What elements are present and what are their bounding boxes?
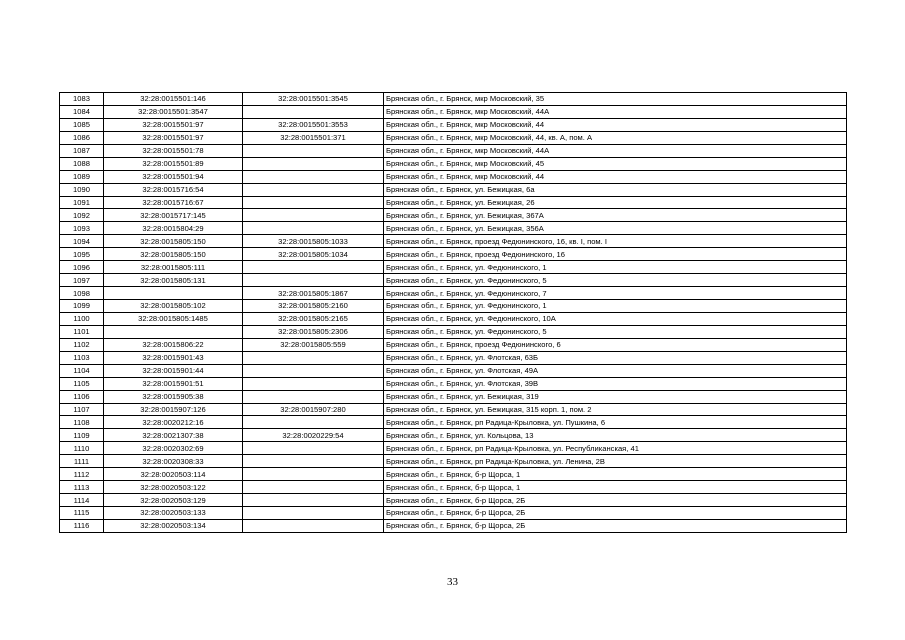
address-cell: Брянская обл., г. Брянск, проезд Федюнинского, 16, кв. I, пом. I — [384, 235, 847, 248]
address-cell: Брянская обл., г. Брянск, б-р Щорса, 2Б — [384, 507, 847, 520]
address-cell: Брянская обл., г. Брянск, ул. Федюнинского, 10А — [384, 312, 847, 325]
row-number-cell: 1108 — [60, 416, 104, 429]
object-cadastral-number-cell — [243, 183, 384, 196]
table-row — [60, 287, 847, 300]
row-number-cell: 1103 — [60, 351, 104, 364]
table-row — [60, 468, 847, 481]
table-row — [60, 131, 847, 144]
table-row — [60, 183, 847, 196]
table-row — [60, 325, 847, 338]
row-number-cell: 1096 — [60, 261, 104, 274]
row-number-cell: 1104 — [60, 364, 104, 377]
address-cell: Брянская обл., г. Брянск, мкр Московский, 44, кв. А, пом. А — [384, 131, 847, 144]
address-cell: Брянская обл., г. Брянск, ул. Бежицкая, 319 — [384, 390, 847, 403]
row-number-cell: 1111 — [60, 455, 104, 468]
object-cadastral-number-cell: 32:28:0015907:280 — [243, 403, 384, 416]
row-number-cell: 1093 — [60, 222, 104, 235]
table-row — [60, 274, 847, 287]
table-row — [60, 170, 847, 183]
cadastral-number-cell: 32:28:0015901:44 — [104, 364, 243, 377]
cadastral-number-cell: 32:28:0015805:111 — [104, 261, 243, 274]
cadastral-number-cell: 32:28:0015501:94 — [104, 170, 243, 183]
object-cadastral-number-cell — [243, 222, 384, 235]
row-number-cell: 1092 — [60, 209, 104, 222]
page-number: 33 — [447, 576, 458, 588]
table-row — [60, 351, 847, 364]
address-cell: Брянская обл., г. Брянск, ул. Флотская, 39В — [384, 377, 847, 390]
object-cadastral-number-cell — [243, 519, 384, 532]
object-cadastral-number-cell: 32:28:0020229:54 — [243, 429, 384, 442]
cadastral-number-cell: 32:28:0015805:1485 — [104, 312, 243, 325]
object-cadastral-number-cell — [243, 209, 384, 222]
address-cell: Брянская обл., г. Брянск, ул. Бежицкая, 356А — [384, 222, 847, 235]
cadastral-number-cell: 32:28:0015806:22 — [104, 338, 243, 351]
cadastral-number-cell: 32:28:0015901:43 — [104, 351, 243, 364]
row-number-cell: 1113 — [60, 481, 104, 494]
object-cadastral-number-cell — [243, 468, 384, 481]
table-row — [60, 235, 847, 248]
address-cell: Брянская обл., г. Брянск, рп Радица-Крыловка, ул. Ленина, 2В — [384, 455, 847, 468]
address-cell: Брянская обл., г. Брянск, ул. Бежицкая, 367А — [384, 209, 847, 222]
address-cell: Брянская обл., г. Брянск, проезд Федюнинского, 6 — [384, 338, 847, 351]
object-cadastral-number-cell — [243, 170, 384, 183]
address-table — [59, 92, 847, 533]
row-number-cell: 1109 — [60, 429, 104, 442]
cadastral-number-cell: 32:28:0015717:145 — [104, 209, 243, 222]
row-number-cell: 1094 — [60, 235, 104, 248]
row-number-cell: 1089 — [60, 170, 104, 183]
cadastral-number-cell: 32:28:0020503:133 — [104, 507, 243, 520]
cadastral-number-cell: 32:28:0015716:67 — [104, 196, 243, 209]
table-row — [60, 377, 847, 390]
cadastral-number-cell: 32:28:0020503:114 — [104, 468, 243, 481]
cadastral-number-cell: 32:28:0015501:97 — [104, 131, 243, 144]
table-row — [60, 416, 847, 429]
cadastral-number-cell: 32:28:0015501:146 — [104, 93, 243, 106]
table-row — [60, 248, 847, 261]
object-cadastral-number-cell — [243, 442, 384, 455]
object-cadastral-number-cell: 32:28:0015501:371 — [243, 131, 384, 144]
object-cadastral-number-cell: 32:28:0015805:559 — [243, 338, 384, 351]
table-row — [60, 209, 847, 222]
object-cadastral-number-cell — [243, 105, 384, 118]
object-cadastral-number-cell — [243, 144, 384, 157]
cadastral-number-cell: 32:28:0015805:131 — [104, 274, 243, 287]
row-number-cell: 1099 — [60, 300, 104, 313]
row-number-cell: 1085 — [60, 118, 104, 131]
row-number-cell: 1101 — [60, 325, 104, 338]
row-number-cell: 1097 — [60, 274, 104, 287]
object-cadastral-number-cell: 32:28:0015805:1033 — [243, 235, 384, 248]
table-row — [60, 93, 847, 106]
table-row — [60, 403, 847, 416]
row-number-cell: 1088 — [60, 157, 104, 170]
cadastral-number-cell: 32:28:0015501:97 — [104, 118, 243, 131]
address-cell: Брянская обл., г. Брянск, рп Радица-Крыловка, ул. Пушкина, 6 — [384, 416, 847, 429]
table-row — [60, 157, 847, 170]
cadastral-number-cell: 32:28:0015905:38 — [104, 390, 243, 403]
table-row — [60, 261, 847, 274]
address-cell: Брянская обл., г. Брянск, ул. Федюнинского, 5 — [384, 325, 847, 338]
address-cell: Брянская обл., г. Брянск, ул. Флотская, 63Б — [384, 351, 847, 364]
row-number-cell: 1100 — [60, 312, 104, 325]
table-row — [60, 390, 847, 403]
address-cell: Брянская обл., г. Брянск, ул. Федюнинского, 5 — [384, 274, 847, 287]
object-cadastral-number-cell — [243, 261, 384, 274]
row-number-cell: 1112 — [60, 468, 104, 481]
address-cell: Брянская обл., г. Брянск, мкр Московский, 35 — [384, 93, 847, 106]
table-row — [60, 300, 847, 313]
cadastral-number-cell — [104, 287, 243, 300]
object-cadastral-number-cell — [243, 481, 384, 494]
row-number-cell: 1084 — [60, 105, 104, 118]
table-row — [60, 455, 847, 468]
cadastral-number-cell: 32:28:0020302:69 — [104, 442, 243, 455]
cadastral-number-cell: 32:28:0015805:102 — [104, 300, 243, 313]
address-cell: Брянская обл., г. Брянск, мкр Московский, 45 — [384, 157, 847, 170]
address-cell: Брянская обл., г. Брянск, б-р Щорса, 1 — [384, 481, 847, 494]
cadastral-number-cell: 32:28:0015501:89 — [104, 157, 243, 170]
row-number-cell: 1105 — [60, 377, 104, 390]
object-cadastral-number-cell — [243, 196, 384, 209]
cadastral-number-cell: 32:28:0020503:122 — [104, 481, 243, 494]
address-cell: Брянская обл., г. Брянск, ул. Федюнинского, 7 — [384, 287, 847, 300]
object-cadastral-number-cell: 32:28:0015805:1034 — [243, 248, 384, 261]
object-cadastral-number-cell: 32:28:0015501:3545 — [243, 93, 384, 106]
address-cell: Брянская обл., г. Брянск, б-р Щорса, 2Б — [384, 494, 847, 507]
cadastral-number-cell: 32:28:0020503:134 — [104, 519, 243, 532]
cadastral-number-cell: 32:28:0015805:150 — [104, 248, 243, 261]
object-cadastral-number-cell — [243, 455, 384, 468]
table-row — [60, 481, 847, 494]
table-row — [60, 338, 847, 351]
row-number-cell: 1110 — [60, 442, 104, 455]
table-row — [60, 118, 847, 131]
object-cadastral-number-cell — [243, 351, 384, 364]
address-cell: Брянская обл., г. Брянск, б-р Щорса, 1 — [384, 468, 847, 481]
table-row — [60, 144, 847, 157]
cadastral-number-cell — [104, 325, 243, 338]
table-row — [60, 519, 847, 532]
cadastral-number-cell: 32:28:0020212:16 — [104, 416, 243, 429]
address-cell: Брянская обл., г. Брянск, б-р Щорса, 2Б — [384, 519, 847, 532]
table-row — [60, 364, 847, 377]
row-number-cell: 1083 — [60, 93, 104, 106]
row-number-cell: 1086 — [60, 131, 104, 144]
address-cell: Брянская обл., г. Брянск, ул. Бежицкая, 26 — [384, 196, 847, 209]
row-number-cell: 1114 — [60, 494, 104, 507]
address-cell: Брянская обл., г. Брянск, мкр Московский, 44 — [384, 170, 847, 183]
object-cadastral-number-cell: 32:28:0015805:2160 — [243, 300, 384, 313]
address-cell: Брянская обл., г. Брянск, ул. Флотская, 49А — [384, 364, 847, 377]
object-cadastral-number-cell — [243, 274, 384, 287]
address-cell: Брянская обл., г. Брянск, ул. Кольцова, 13 — [384, 429, 847, 442]
address-cell: Брянская обл., г. Брянск, ул. Федюнинского, 1 — [384, 300, 847, 313]
address-cell: Брянская обл., г. Брянск, мкр Московский, 44А — [384, 105, 847, 118]
table-row — [60, 429, 847, 442]
object-cadastral-number-cell: 32:28:0015805:2165 — [243, 312, 384, 325]
table-row — [60, 222, 847, 235]
cadastral-number-cell: 32:28:0020503:129 — [104, 494, 243, 507]
cadastral-number-cell: 32:28:0015907:126 — [104, 403, 243, 416]
address-cell: Брянская обл., г. Брянск, ул. Федюнинского, 1 — [384, 261, 847, 274]
table-row — [60, 196, 847, 209]
table-row — [60, 312, 847, 325]
object-cadastral-number-cell: 32:28:0015805:1867 — [243, 287, 384, 300]
cadastral-number-cell: 32:28:0015716:54 — [104, 183, 243, 196]
row-number-cell: 1098 — [60, 287, 104, 300]
object-cadastral-number-cell — [243, 416, 384, 429]
table-row — [60, 507, 847, 520]
object-cadastral-number-cell — [243, 494, 384, 507]
table-row — [60, 442, 847, 455]
cadastral-number-cell: 32:28:0015804:29 — [104, 222, 243, 235]
cadastral-number-cell: 32:28:0015501:78 — [104, 144, 243, 157]
object-cadastral-number-cell — [243, 377, 384, 390]
cadastral-number-cell: 32:28:0015901:51 — [104, 377, 243, 390]
cadastral-number-cell: 32:28:0020308:33 — [104, 455, 243, 468]
object-cadastral-number-cell — [243, 507, 384, 520]
object-cadastral-number-cell — [243, 364, 384, 377]
object-cadastral-number-cell — [243, 390, 384, 403]
row-number-cell: 1116 — [60, 519, 104, 532]
object-cadastral-number-cell — [243, 157, 384, 170]
object-cadastral-number-cell: 32:28:0015501:3553 — [243, 118, 384, 131]
address-cell: Брянская обл., г. Брянск, ул. Бежицкая, 315 корп. 1, пом. 2 — [384, 403, 847, 416]
cadastral-number-cell: 32:28:0015805:150 — [104, 235, 243, 248]
cadastral-number-cell: 32:28:0021307:38 — [104, 429, 243, 442]
address-cell: Брянская обл., г. Брянск, проезд Федюнинского, 16 — [384, 248, 847, 261]
row-number-cell: 1107 — [60, 403, 104, 416]
row-number-cell: 1102 — [60, 338, 104, 351]
table-row — [60, 105, 847, 118]
table-row — [60, 494, 847, 507]
address-cell: Брянская обл., г. Брянск, рп Радица-Крыловка, ул. Республиканская, 41 — [384, 442, 847, 455]
row-number-cell: 1095 — [60, 248, 104, 261]
object-cadastral-number-cell: 32:28:0015805:2306 — [243, 325, 384, 338]
address-cell: Брянская обл., г. Брянск, мкр Московский, 44А — [384, 144, 847, 157]
address-cell: Брянская обл., г. Брянск, мкр Московский, 44 — [384, 118, 847, 131]
cadastral-number-cell: 32:28:0015501:3547 — [104, 105, 243, 118]
row-number-cell: 1115 — [60, 507, 104, 520]
address-cell: Брянская обл., г. Брянск, ул. Бежицкая, 6а — [384, 183, 847, 196]
row-number-cell: 1091 — [60, 196, 104, 209]
row-number-cell: 1090 — [60, 183, 104, 196]
table-body — [60, 93, 847, 533]
row-number-cell: 1087 — [60, 144, 104, 157]
row-number-cell: 1106 — [60, 390, 104, 403]
